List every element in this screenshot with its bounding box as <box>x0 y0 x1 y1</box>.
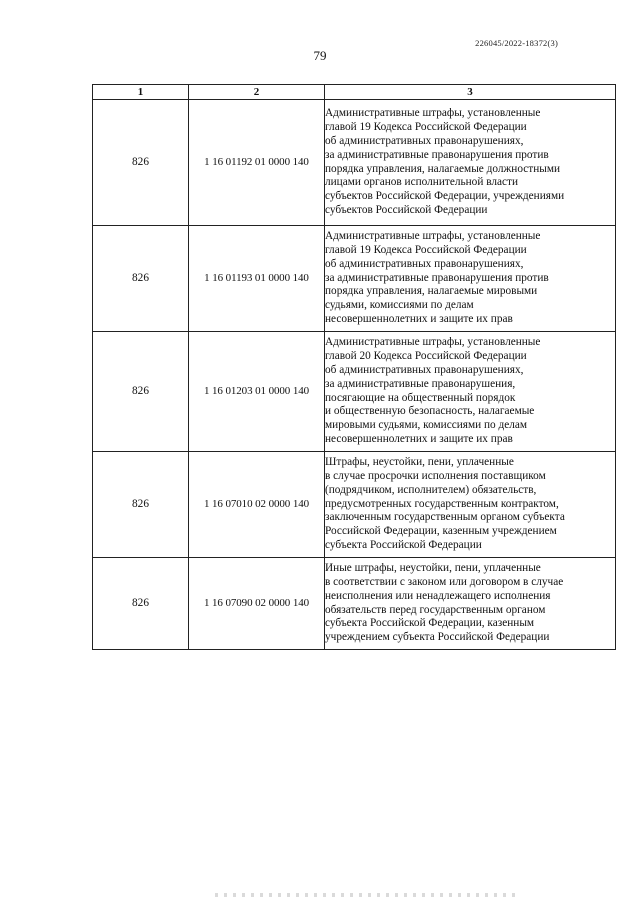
description-line: главой 19 Кодекса Российской Федерации <box>325 244 527 256</box>
description-line: об административных правонарушениях, <box>325 257 524 270</box>
table-row <box>93 558 616 650</box>
description-line: Штрафы, неустойки, пени, уплаченные <box>325 456 514 469</box>
description-line: судьями, комиссиями по делам <box>325 299 474 312</box>
description-line: неисполнения или ненадлежащего исполнения <box>325 589 551 602</box>
table-row <box>93 332 616 452</box>
admin-code-cell: 826 <box>93 332 189 452</box>
description-line: главой 19 Кодекса Российской Федерации <box>325 121 527 134</box>
description-line: субъекта Российской Федерации, казенным <box>325 617 535 630</box>
description-line: заключенным государственным органом субъекта <box>325 511 565 524</box>
description-line: несовершеннолетних и защите их прав <box>325 432 513 445</box>
description-line: несовершеннолетних и защите их прав <box>325 312 513 325</box>
table-row <box>93 100 616 226</box>
budget-classification-table <box>92 84 616 650</box>
description-cell <box>325 332 616 452</box>
budget-code-cell: 1 16 01193 01 0000 140 <box>189 226 325 332</box>
description-line: Административные штрафы, установленные <box>325 107 541 120</box>
description-line: в случае просрочки исполнения поставщиком <box>325 470 546 482</box>
budget-code-cell: 1 16 07010 02 0000 140 <box>189 452 325 558</box>
admin-code-cell: 826 <box>93 226 189 332</box>
document-id: 226045/2022-18372(3) <box>475 38 558 48</box>
description-line: об административных правонарушениях, <box>325 134 524 147</box>
admin-code-cell: 826 <box>93 452 189 558</box>
budget-code-cell: 1 16 07090 02 0000 140 <box>189 558 325 650</box>
description-line: Иные штрафы, неустойки, пени, уплаченные <box>325 562 541 575</box>
column-header-3: 3 <box>325 85 616 100</box>
description-line: в соответствии с законом или договором в случае <box>325 575 564 588</box>
admin-code-cell: 826 <box>93 558 189 650</box>
budget-code-cell: 1 16 01192 01 0000 140 <box>189 100 325 226</box>
description-line: лицами органов исполнительной власти <box>325 176 519 189</box>
description-line: и общественную безопасность, налагаемые <box>325 405 535 418</box>
table-row <box>93 226 616 332</box>
description-line: учреждением субъекта Российской Федерации <box>325 631 550 644</box>
description-line: субъектов Российской Федерации, учреждениями <box>325 190 565 203</box>
description-line: за административные правонарушения против <box>325 271 549 284</box>
description-cell <box>325 226 616 332</box>
description-line: мировыми судьями, комиссиями по делам <box>325 419 528 432</box>
description-line: порядка управления, налагаемые мировыми <box>325 285 538 298</box>
description-line: главой 20 Кодекса Российской Федерации <box>325 350 527 363</box>
description-line: (подрядчиком, исполнителем) обязательств, <box>325 483 537 496</box>
description-line: предусмотренных государственным контрактом, <box>325 497 559 510</box>
description-cell <box>325 100 616 226</box>
table-row <box>93 452 616 558</box>
page-number: 79 <box>313 48 327 63</box>
description-cell <box>325 558 616 650</box>
description-line: Административные штрафы, установленные <box>325 230 541 243</box>
budget-code-cell: 1 16 01203 01 0000 140 <box>189 332 325 452</box>
description-line: об административных правонарушениях, <box>325 363 524 376</box>
description-line: порядка управления, налагаемые должностными <box>325 162 561 175</box>
description-line: за административные правонарушения, <box>325 377 516 390</box>
description-line: Российской Федерации, казенным учреждением <box>325 525 557 538</box>
description-line: Административные штрафы, установленные <box>325 336 541 349</box>
description-line: субъекта Российской Федерации <box>325 538 482 551</box>
description-line: обязательств перед государственным органом <box>325 603 546 616</box>
description-line: посягающие на общественный порядок <box>325 391 516 404</box>
admin-code-cell: 826 <box>93 100 189 226</box>
column-header-1: 1 <box>93 85 189 100</box>
description-cell <box>325 452 616 558</box>
footer-scan-mark <box>215 893 515 897</box>
description-line: субъектов Российской Федерации <box>325 203 488 216</box>
column-header-2: 2 <box>189 85 325 100</box>
table-header-row <box>93 85 616 100</box>
description-line: за административные правонарушения против <box>325 148 549 161</box>
